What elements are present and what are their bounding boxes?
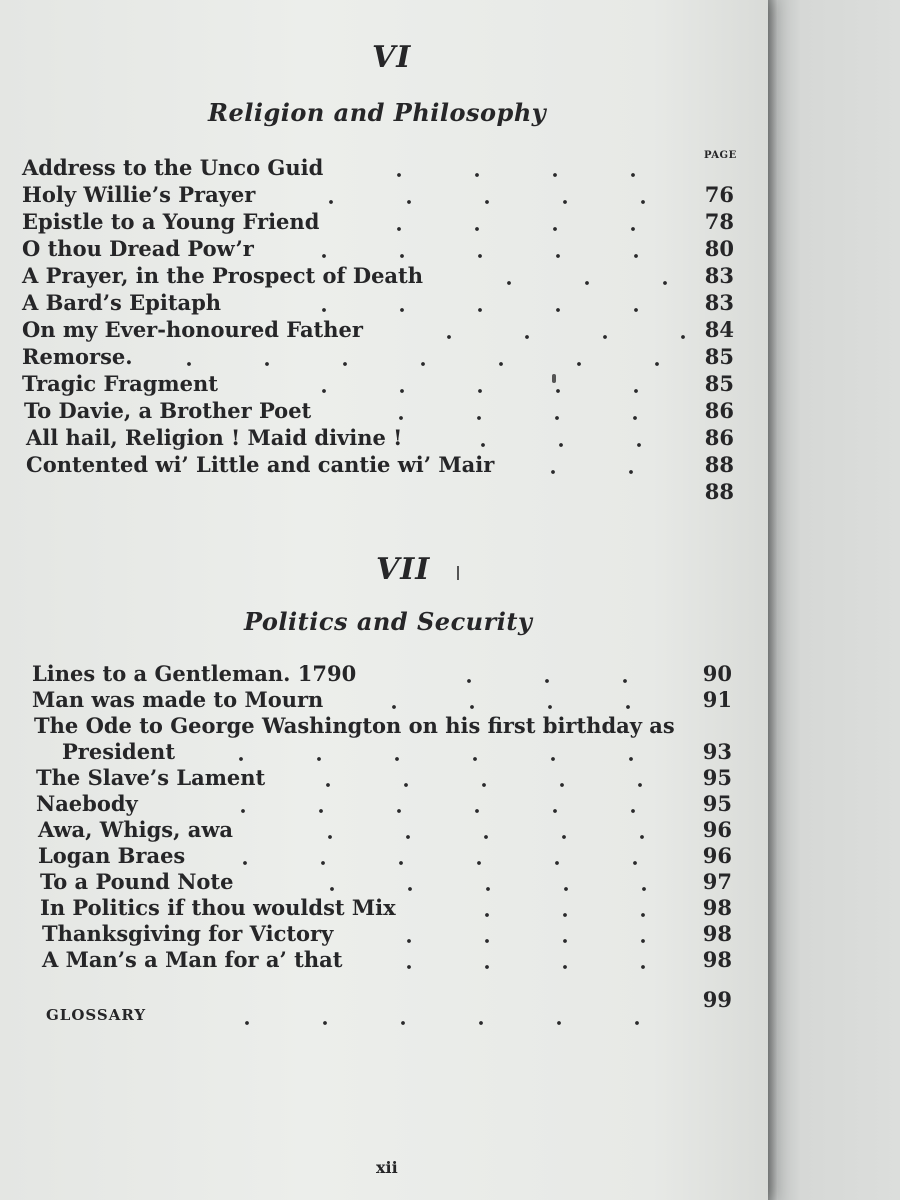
toc-entry-page: 88 <box>704 479 734 504</box>
book-gutter <box>768 0 778 1200</box>
glossary-page <box>680 986 732 1013</box>
section-vii-title: Politics and Security <box>244 607 533 636</box>
toc-entry <box>22 208 734 235</box>
toc-entry <box>40 894 732 921</box>
dot-leader <box>440 894 692 921</box>
dot-leader <box>194 738 692 765</box>
toc-entry-page: 96 <box>702 843 732 868</box>
toc-entry-page: 85 <box>704 344 734 369</box>
toc-entry-title: Holy Willie’s Prayer <box>22 182 256 207</box>
toc-entry-page: 96 <box>702 817 732 842</box>
dot-leader <box>506 451 694 478</box>
toc-entry-title: Remorse. <box>22 344 133 369</box>
glossary-leader <box>200 1002 680 1029</box>
toc-entry-page: 78 <box>704 209 734 234</box>
toc-entry <box>36 764 732 791</box>
toc-entry <box>32 660 732 687</box>
dot-leader <box>198 842 692 869</box>
toc-entry <box>22 343 734 370</box>
dot-leader <box>200 1002 680 1029</box>
toc-entry-title: Lines to a Gentleman. 1790 <box>32 661 357 686</box>
toc-entry <box>36 790 732 817</box>
ink-mark <box>457 566 459 580</box>
dot-leader <box>402 316 694 343</box>
toc-entry-title: O thou Dread Pow’r <box>22 236 254 261</box>
toc-entry <box>26 478 734 504</box>
toc-entry-title: Tragic Fragment <box>22 371 218 396</box>
toc-entry-title: Logan Braes <box>38 843 186 868</box>
dot-leader <box>142 343 694 370</box>
toc-entry-page: 83 <box>704 290 734 315</box>
toc-entry <box>42 920 732 947</box>
toc-entry <box>42 946 732 973</box>
toc-entry-page: 90 <box>702 661 732 686</box>
toc-entry-page: 84 <box>704 317 734 342</box>
toc-entry-page: 95 <box>702 791 732 816</box>
toc-entry-title: All hail, Religion ! Maid divine ! <box>26 425 403 450</box>
ink-mark <box>552 374 556 383</box>
toc-entry-title: Man was made to Mourn <box>32 687 324 712</box>
glossary-page-number: 99 <box>702 987 732 1012</box>
dot-leader <box>436 424 694 451</box>
dot-leader <box>281 764 692 791</box>
toc-entry <box>26 424 734 451</box>
toc-entry <box>38 842 732 869</box>
dot-leader <box>352 154 694 181</box>
page-folio: xii <box>376 1158 398 1177</box>
toc-entry-page: 91 <box>702 687 732 712</box>
toc-entry-title: The Ode to George Washington on his first birthday as <box>34 713 675 738</box>
toc-entry-title: Epistle to a Young Friend <box>22 209 320 234</box>
toc-entry-page: 86 <box>704 398 734 423</box>
toc-entry <box>22 370 734 397</box>
toc-entry <box>22 316 734 343</box>
dot-leader <box>196 790 692 817</box>
toc-entry-title: A Man’s a Man for a’ that <box>42 947 343 972</box>
toc-entry <box>34 712 732 739</box>
toc-entry-title: Contented wi’ Little and cantie wi’ Mair <box>26 452 495 477</box>
dot-leader <box>347 686 692 713</box>
toc-entry <box>22 289 734 316</box>
toc-entry-title: Awa, Whigs, awa <box>38 817 233 842</box>
page-column-header: PAGE <box>704 150 737 161</box>
dot-leader <box>422 660 692 687</box>
toc-entry-title: President <box>62 739 176 764</box>
toc-entry <box>38 816 732 843</box>
toc-entry-title: To Davie, a Brother Poet <box>24 398 312 423</box>
toc-entry <box>40 868 732 895</box>
toc-entry-page: 93 <box>702 739 732 764</box>
toc-entry-title: To a Pound Note <box>40 869 234 894</box>
toc-entry-title: The Slave’s Lament <box>36 765 266 790</box>
dot-leader <box>362 946 692 973</box>
toc-entry-page: 88 <box>704 452 734 477</box>
section-vii-numeral: VII <box>376 552 431 587</box>
toc-entry <box>32 686 732 713</box>
dot-leader <box>284 181 694 208</box>
toc-entry <box>22 154 734 181</box>
toc-entry-title: In Politics if thou wouldst Mix <box>40 895 396 920</box>
dot-leader <box>462 262 694 289</box>
toc-entry-page: 98 <box>702 895 732 920</box>
toc-entry <box>22 235 734 262</box>
toc-entry-title: Naebody <box>36 791 138 816</box>
dot-leader <box>285 868 692 895</box>
toc-entry-page: 97 <box>702 869 732 894</box>
facing-page <box>768 0 900 1200</box>
toc-entry-page: 83 <box>704 263 734 288</box>
toc-entry-page: 80 <box>704 236 734 261</box>
toc-entry <box>26 451 734 478</box>
dot-leader <box>277 235 694 262</box>
dot-leader <box>362 920 692 947</box>
toc-entry-page: 76 <box>704 182 734 207</box>
dot-leader <box>283 816 692 843</box>
toc-entry-title: Thanksgiving for Victory <box>42 921 334 946</box>
dot-leader <box>352 208 694 235</box>
toc-entry <box>34 738 732 765</box>
toc-entry-page: 98 <box>702 921 732 946</box>
section-vi-title: Religion and Philosophy <box>208 98 547 127</box>
section-vi-numeral: VI <box>372 40 412 75</box>
toc-entry-title: A Prayer, in the Prospect of Death <box>22 263 424 288</box>
dot-leader <box>277 289 694 316</box>
toc-entry <box>24 397 734 424</box>
toc-entry-page: 85 <box>704 371 734 396</box>
dot-leader <box>277 370 694 397</box>
toc-entry-title: On my Ever-honoured Father <box>22 317 363 342</box>
toc-entry-title: A Bard’s Epitaph <box>22 290 222 315</box>
toc-entry-page: 95 <box>702 765 732 790</box>
toc-entry <box>22 181 734 208</box>
toc-entry-page: 86 <box>704 425 734 450</box>
toc-entry <box>22 262 734 289</box>
toc-entry-page: 98 <box>702 947 732 972</box>
glossary-label: GLOSSARY <box>46 1006 147 1024</box>
dot-leader <box>354 397 694 424</box>
toc-entry-title: Address to the Unco Guid <box>22 155 324 180</box>
